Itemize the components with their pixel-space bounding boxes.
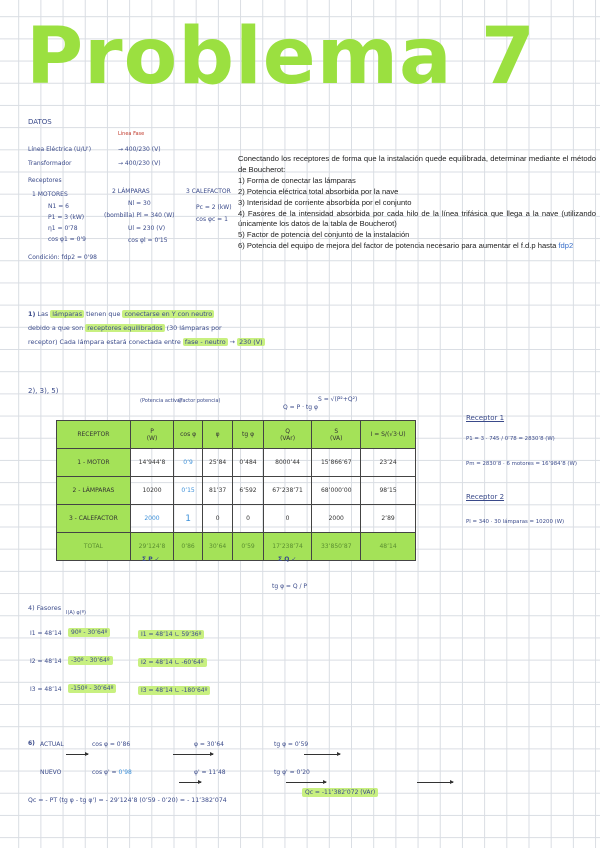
- header-q: Q (VAr): [263, 421, 312, 449]
- condition-text: Condición: fdp2 = 0'98: [28, 254, 97, 261]
- total-name: TOTAL: [57, 533, 131, 561]
- statement-item-4: 4) Fasores de la intensidad absorbida por cada hilo de la línea trifásica que llega a la nave (utilizando únicamente los datos de la tabla de Boucherot): [238, 208, 596, 229]
- receptor1-p1: P1 = 3 · 745 / 0’78 = 2830’8 (W): [466, 436, 555, 442]
- answer1-highlight: 230 (V): [239, 338, 263, 346]
- cell-q: 0: [263, 505, 312, 533]
- statement-intro: Conectando los receptores de forma que la instalación quede equilibrada, determinar mediante el método de Boucherot:: [238, 154, 596, 174]
- datos-linea-eq: → 400/230 (V): [118, 146, 161, 153]
- fasor-1-angle: 90º - 30’64º: [68, 628, 110, 637]
- statement-item-1: 1) Forma de conectar las lámparas: [238, 175, 356, 185]
- sum-p-note: Σ P ✓: [142, 556, 160, 563]
- problem-statement: [238, 154, 596, 252]
- row-name: 3 - CALEFACTOR: [57, 505, 131, 533]
- statement-item-3: 3) Intensidad de corriente absorbida por el conjunto: [238, 197, 412, 207]
- table-total-row: [57, 533, 416, 561]
- cell-s: 2000: [312, 505, 361, 533]
- statement-item-6: [238, 241, 596, 252]
- r1-l3: η1 = 0'78: [48, 225, 78, 232]
- datos-side-top: Línea Fase: [118, 131, 145, 137]
- answer1-text: debido a que son: [28, 324, 84, 332]
- p6-actual-phi: φ = 30’64: [194, 741, 224, 748]
- r1-l1: N1 = 6: [48, 203, 69, 210]
- p6-actual-label: ACTUAL: [40, 741, 64, 748]
- cell-i: 98’15: [361, 477, 416, 505]
- cell-p: 14’944’8: [130, 449, 173, 477]
- p6-nuevo-label: NUEVO: [40, 769, 62, 776]
- fasor-3-lhs: I3 = 48’14: [30, 686, 62, 693]
- boucherot-table: [56, 420, 416, 561]
- fasores-cols: I(A) φ(º): [66, 610, 86, 616]
- tg-formula-note: tg φ = Q / P: [272, 583, 308, 590]
- cell-q: 8000’44: [263, 449, 312, 477]
- arrow-icon: [286, 782, 326, 783]
- row-name: 1 - MOTOR: [57, 449, 131, 477]
- cell-p: 10200: [130, 477, 173, 505]
- total-tg: 0’59: [233, 533, 263, 561]
- answer1-text: (30 lámparas por: [166, 324, 222, 332]
- r2-l1: Nl = 30: [128, 200, 151, 207]
- cell-phi: 25’84: [202, 449, 232, 477]
- table-row: [57, 505, 416, 533]
- answer1-highlight: lámparas: [52, 310, 83, 318]
- statement-item-2: 2) Potencia eléctrica total absorbida por la nave: [238, 186, 399, 196]
- p6-qc-result: Qc = -11’382’072 (VAr): [302, 788, 378, 797]
- r1-l2: P1 = 3 (kW): [48, 214, 85, 221]
- header-receptor: RECEPTOR: [57, 421, 131, 449]
- header-cos: cos φ: [174, 421, 203, 449]
- receptor1-title: Receptor 1: [466, 414, 505, 422]
- fasor-2-lhs: I2 = 48’14: [30, 658, 62, 665]
- answer1-highlight: conectarse en Y con neutro: [124, 310, 213, 318]
- answer-1: 1) Las lámparas tienen que conectarse en Y con neutro debido a que son receptores equilibrados (30 lámparas por receptor) Cada lámpara estará conectada entre fase - neutro → 230 (V): [28, 310, 263, 346]
- cell-phi: 0: [202, 505, 232, 533]
- p6-nuevo-cos-label: cos φ' =: [92, 769, 117, 776]
- datos-linea-label: Línea Eléctrica (U/U'): [28, 146, 92, 153]
- p6-qc-equation: Qc = - PT (tg φ - tg φ') = - 29’124’8 (0’59 - 0’20) = - 11’382’074: [28, 797, 227, 804]
- header-s: S (VA): [312, 421, 361, 449]
- fasor-3-angle: -150º - 30’64º: [68, 684, 116, 693]
- answer1-num: 1): [28, 310, 36, 318]
- cell-s: 68’000’00: [312, 477, 361, 505]
- total-i: 48’14: [361, 533, 416, 561]
- receptor2-title: Receptor 2: [466, 493, 505, 501]
- total-cos: 0’86: [174, 533, 203, 561]
- p6-nuevo-cos-value: 0’98: [118, 769, 132, 776]
- fasor-2-angle: -30º - 30’64º: [68, 656, 113, 665]
- header-p: P (W): [130, 421, 173, 449]
- arrow-icon: [66, 754, 88, 755]
- row-name: 2 - LÁMPARAS: [57, 477, 131, 505]
- table-header-row: [57, 421, 416, 449]
- p6-num: 6): [28, 740, 35, 747]
- r2-l2: (bombilla) Pl = 340 (W): [104, 212, 175, 219]
- arrow-icon: [417, 782, 453, 783]
- r3-title: 3 CALEFACTOR: [186, 188, 231, 195]
- cell-i: 2’89: [361, 505, 416, 533]
- fasor-1-lhs: I1 = 48’14: [30, 630, 62, 637]
- answer1-text: Las: [37, 310, 49, 318]
- p6-nuevo-cos: [92, 769, 132, 776]
- fasor-1-result: I1 = 48’14 ∟ 59’36º: [138, 630, 204, 639]
- answer1-text: tienen que: [86, 310, 121, 318]
- cell-phi: 81’37: [202, 477, 232, 505]
- r3-l2: cos φc = 1: [196, 216, 228, 223]
- answer1-highlight: receptores equilibrados: [87, 324, 163, 332]
- cell-tg: 6’592: [233, 477, 263, 505]
- total-phi: 30’64: [202, 533, 232, 561]
- cell-cos: 1: [174, 505, 203, 533]
- page-title: Problema 7: [26, 12, 537, 102]
- total-q: 17’238’74: [263, 533, 312, 561]
- arrow-icon: [304, 754, 340, 755]
- arrow-icon: [179, 782, 201, 783]
- p6-actual-cos: cos φ = 0’86: [92, 741, 131, 748]
- cell-s: 15’866’67: [312, 449, 361, 477]
- sum-q-note: Σ Q ✓: [278, 556, 297, 563]
- total-p: 29’124’8: [130, 533, 173, 561]
- datos-transf-eq: → 400/230 (V): [118, 160, 161, 167]
- receptores-heading: Receptores: [28, 177, 62, 184]
- answer1-text: receptor) Cada lámpara estará conectada entre: [28, 338, 181, 346]
- cell-tg: 0’484: [233, 449, 263, 477]
- datos-transf-label: Transformador: [28, 160, 72, 167]
- annot-potencia: (Potencia activa): [140, 398, 182, 404]
- statement-item-5: 5) Factor de potencia del conjunto de la instalación: [238, 230, 410, 240]
- table-row: [57, 449, 416, 477]
- table-row: [57, 477, 416, 505]
- p6-nuevo-phi: φ' = 11’48: [194, 769, 226, 776]
- header-tg: tg φ: [233, 421, 263, 449]
- cell-cos: 0’9: [174, 449, 203, 477]
- receptor1-pm: Pm = 2830’8 · 6 motores = 16’984’8 (W): [466, 461, 577, 467]
- total-s: 33’850’87: [312, 533, 361, 561]
- statement-item-6-text: 6) Potencia del equipo de mejora del factor de potencia necesario para aumentar el f.d.p hasta: [238, 241, 559, 251]
- answer1-highlight: fase - neutro: [184, 338, 226, 346]
- p6-actual-tg: tg φ = 0’59: [274, 741, 309, 748]
- annot-q-formula: Q = P · tg φ: [283, 404, 318, 411]
- cell-p: 2000: [130, 505, 173, 533]
- fdp2-link: fdp2: [558, 241, 574, 251]
- receptor2-pl: Pl = 340 · 30 lámparas = 10200 (W): [466, 519, 565, 525]
- cell-tg: 0: [233, 505, 263, 533]
- r2-l3: Ul = 230 (V): [128, 225, 166, 232]
- datos-heading: DATOS: [28, 118, 52, 126]
- arrow-icon: [173, 754, 213, 755]
- header-i: I = S/(√3·U): [361, 421, 416, 449]
- annot-factor: (Factor potencia): [178, 398, 221, 404]
- cell-cos: 0’15: [174, 477, 203, 505]
- fasor-3-result: I3 = 48’14 ∟ -180’64º: [138, 686, 210, 695]
- p6-nuevo-tg: tg φ' = 0’20: [274, 769, 310, 776]
- cell-i: 23’24: [361, 449, 416, 477]
- r2-l4: cos φl = 0'15: [128, 237, 168, 244]
- annot-s-formula: S = √(P²+Q²): [318, 396, 358, 403]
- fasor-2-result: I2 = 48’14 ∟ -60’64º: [138, 658, 207, 667]
- section-235-heading: 2), 3), 5): [28, 387, 59, 395]
- r1-title: 1 MOTORES: [32, 191, 68, 198]
- cell-q: 67’238’71: [263, 477, 312, 505]
- r3-l1: Pc = 2 (kW): [196, 204, 232, 211]
- fasores-heading: 4) Fasores: [28, 604, 62, 612]
- header-phi: φ: [202, 421, 232, 449]
- r1-l4: cos φ1 = 0'9: [48, 236, 86, 243]
- r2-title: 2 LÁMPARAS: [112, 188, 150, 195]
